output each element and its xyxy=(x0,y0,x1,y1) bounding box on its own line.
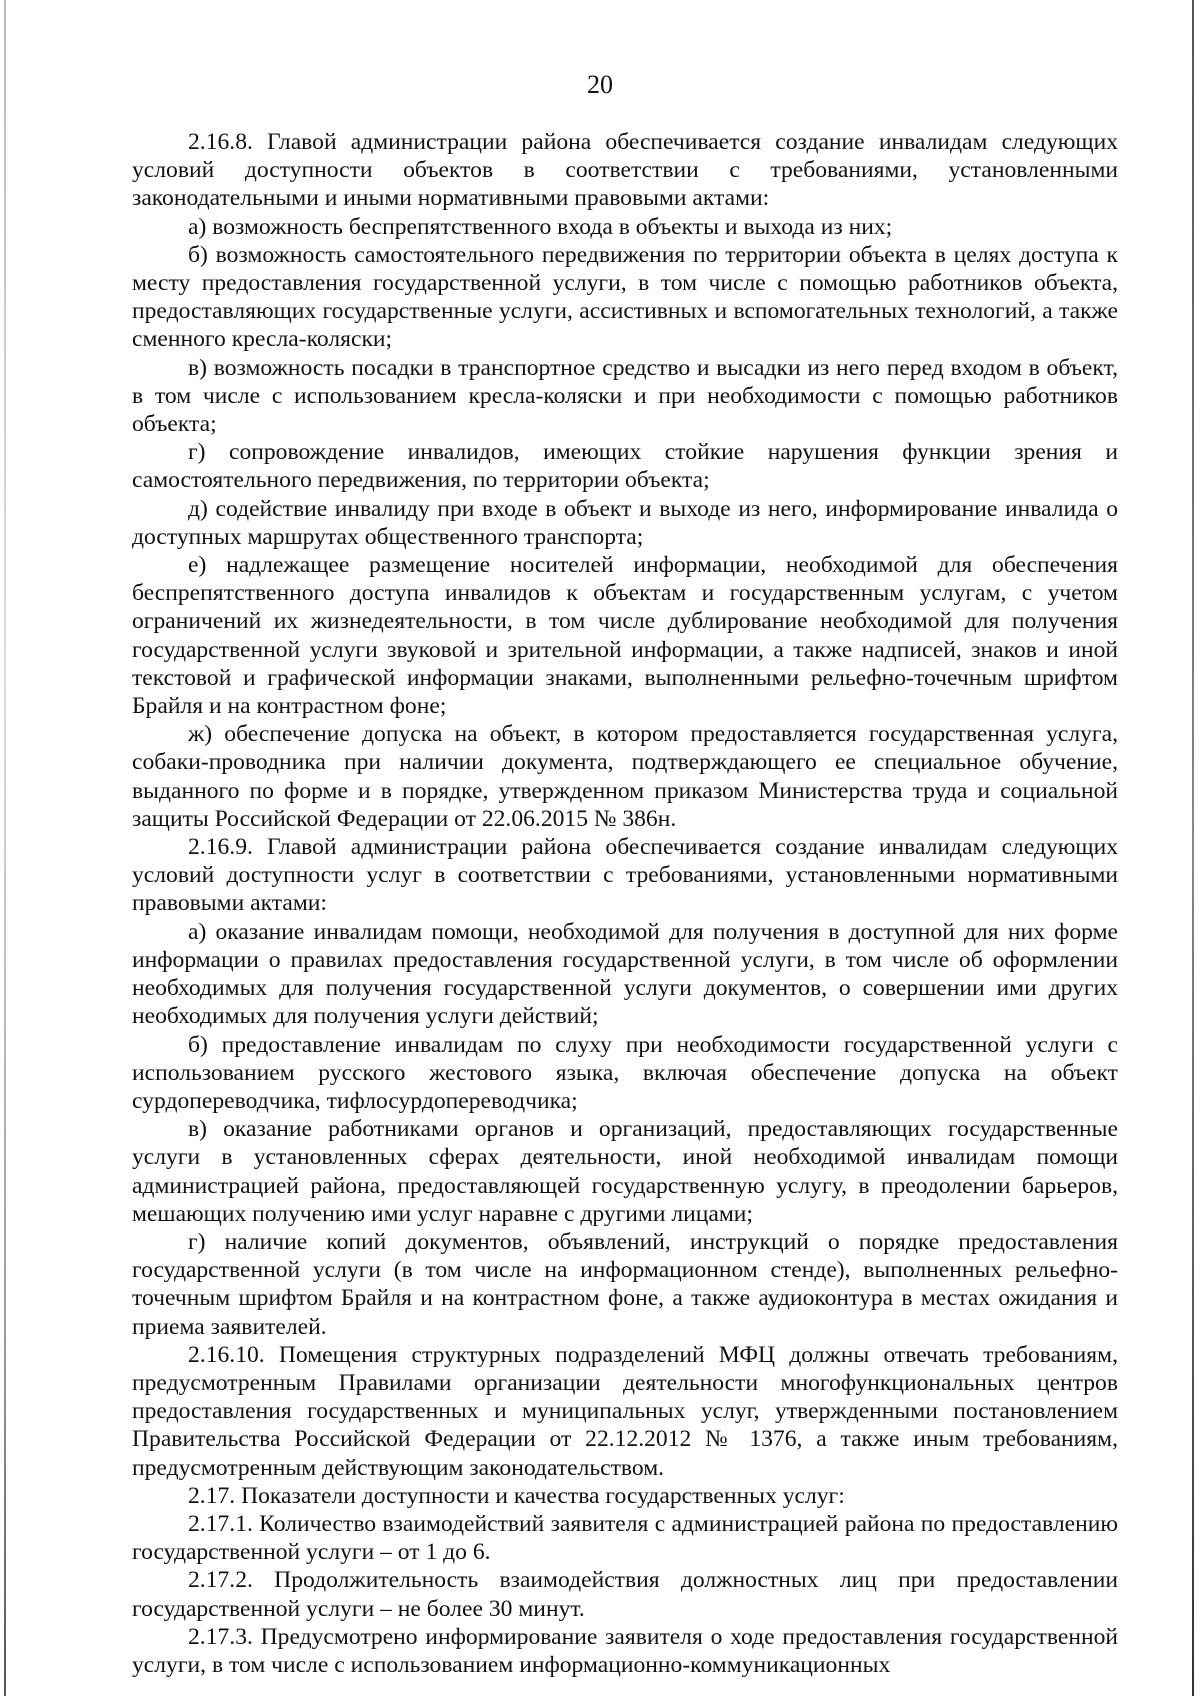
list-item-b: б) возможность самостоятельного передвижения по территории объекта в целях доступа к месту предоставления государственной услуги, в том числе с помощью работников объекта, предоставляющих государственные услуги, ассистивных и вспомогательных технологий, а также сменного кресла-коляски; xyxy=(132,241,1118,353)
list-item-a-2: а) оказание инвалидам помощи, необходимой для получения в доступной для них форме информации о правилах предоставления государственной услуги, в том числе об оформлении необходимых для получения государственной услуги документов, о совершении ими других необходимых для получения услуги действий; xyxy=(132,918,1118,1030)
paragraph-2-17-1: 2.17.1. Количество взаимодействий заявителя с администрацией района по предоставлению государственной услуги – от 1 до 6. xyxy=(132,1510,1118,1566)
list-item-d: д) содействие инвалиду при входе в объект и выходе из него, информирование инвалида о доступных маршрутах общественного транспорта; xyxy=(132,495,1118,550)
paragraph-2-17: 2.17. Показатели доступности и качества государственных услуг: xyxy=(188,1482,845,1509)
list-item-a: а) возможность беспрепятственного входа в объекты и выхода из них; xyxy=(188,213,893,240)
list-item-v: в) возможность посадки в транспортное средство и высадки из него перед входом в объект, в том числе с использованием кресла-коляски и при необходимости с помощью работников объекта; xyxy=(132,354,1118,438)
list-item-b-2: б) предоставление инвалидам по слуху при необходимости государственной услуги с использованием русского жестового языка, включая обеспечение допуска на объект сурдопереводчика, тифлосурдопереводчика; xyxy=(132,1031,1118,1114)
page-number: 20 xyxy=(587,70,613,99)
scan-edge-right xyxy=(1192,0,1194,1696)
scan-edge-left xyxy=(4,0,6,1696)
paragraph-2-16-10: 2.16.10. Помещения структурных подразделений МФЦ должны отвечать требованиям, предусмотренным Правилами организации деятельности многофункциональных центров предоставления государственных и муниципальных услуг, утвержденными постановлением Правительства Российской Федерации от 22.12.2012 № 1376, а также иным требованиям, предусмотренным действующим законодательством. xyxy=(132,1341,1118,1481)
list-item-g-2: г) наличие копий документов, объявлений, инструкций о порядке предоставления государственной услуги (в том числе на информационном стенде), выполненных рельефно-точечным шрифтом Брайля и на контрастном фоне, а также аудиоконтура в местах ожидания и приема заявителей. xyxy=(132,1228,1118,1340)
paragraph-2-17-3: 2.17.3. Предусмотрено информирование заявителя о ходе предоставления государственной услуги, в том числе с использованием информационно-коммуникационных xyxy=(132,1623,1118,1678)
paragraph-2-16-9: 2.16.9. Главой администрации района обеспечивается создание инвалидам следующих условий доступности услуг в соответствии с требованиями, установленными нормативными правовыми актами: xyxy=(132,834,1118,917)
paragraph-2-16-8: 2.16.8. Главой администрации района обеспечивается создание инвалидам следующих условий доступности объектов в соответствии с требованиями, установленными законодательными и иными нормативными правовыми актами: xyxy=(132,129,1118,212)
document-body xyxy=(132,128,1118,1679)
paragraph-2-17-2: 2.17.2. Продолжительность взаимодействия должностных лиц при предоставлении государственной услуги – не более 30 минут. xyxy=(132,1567,1118,1622)
list-item-g: г) сопровождение инвалидов, имеющих стойкие нарушения функции зрения и самостоятельного передвижения, по территории объекта; xyxy=(132,439,1118,494)
list-item-v-2: в) оказание работниками органов и организаций, предоставляющих государственные услуги в установленных сферах деятельности, иной необходимой инвалидам помощи администрацией района, предоставляющей государственную услугу, в преодолении барьеров, мешающих получению ими услуг наравне с другими лицами; xyxy=(132,1116,1118,1227)
list-item-zh: ж) обеспечение допуска на объект, в котором предоставляется государственная услуга, собаки-проводника при наличии документа, подтверждающего ее специальное обучение, выданного по форме и в порядке, утвержденном приказом Министерства труда и социальной защиты Российской Федерации от 22.06.2015 № 386н. xyxy=(132,721,1118,832)
list-item-e: е) надлежащее размещение носителей информации, необходимой для обеспечения беспрепятственного доступа инвалидов к объектам и государственным услугам, с учетом ограничений их жизнедеятельности, в том числе дублирование необходимой для получения государственной услуги звуковой и зрительной информации, а также надписей, знаков и иной текстовой и графической информации знаками, выполненными рельефно-точечным шрифтом Брайля и на контрастном фоне; xyxy=(132,552,1118,720)
